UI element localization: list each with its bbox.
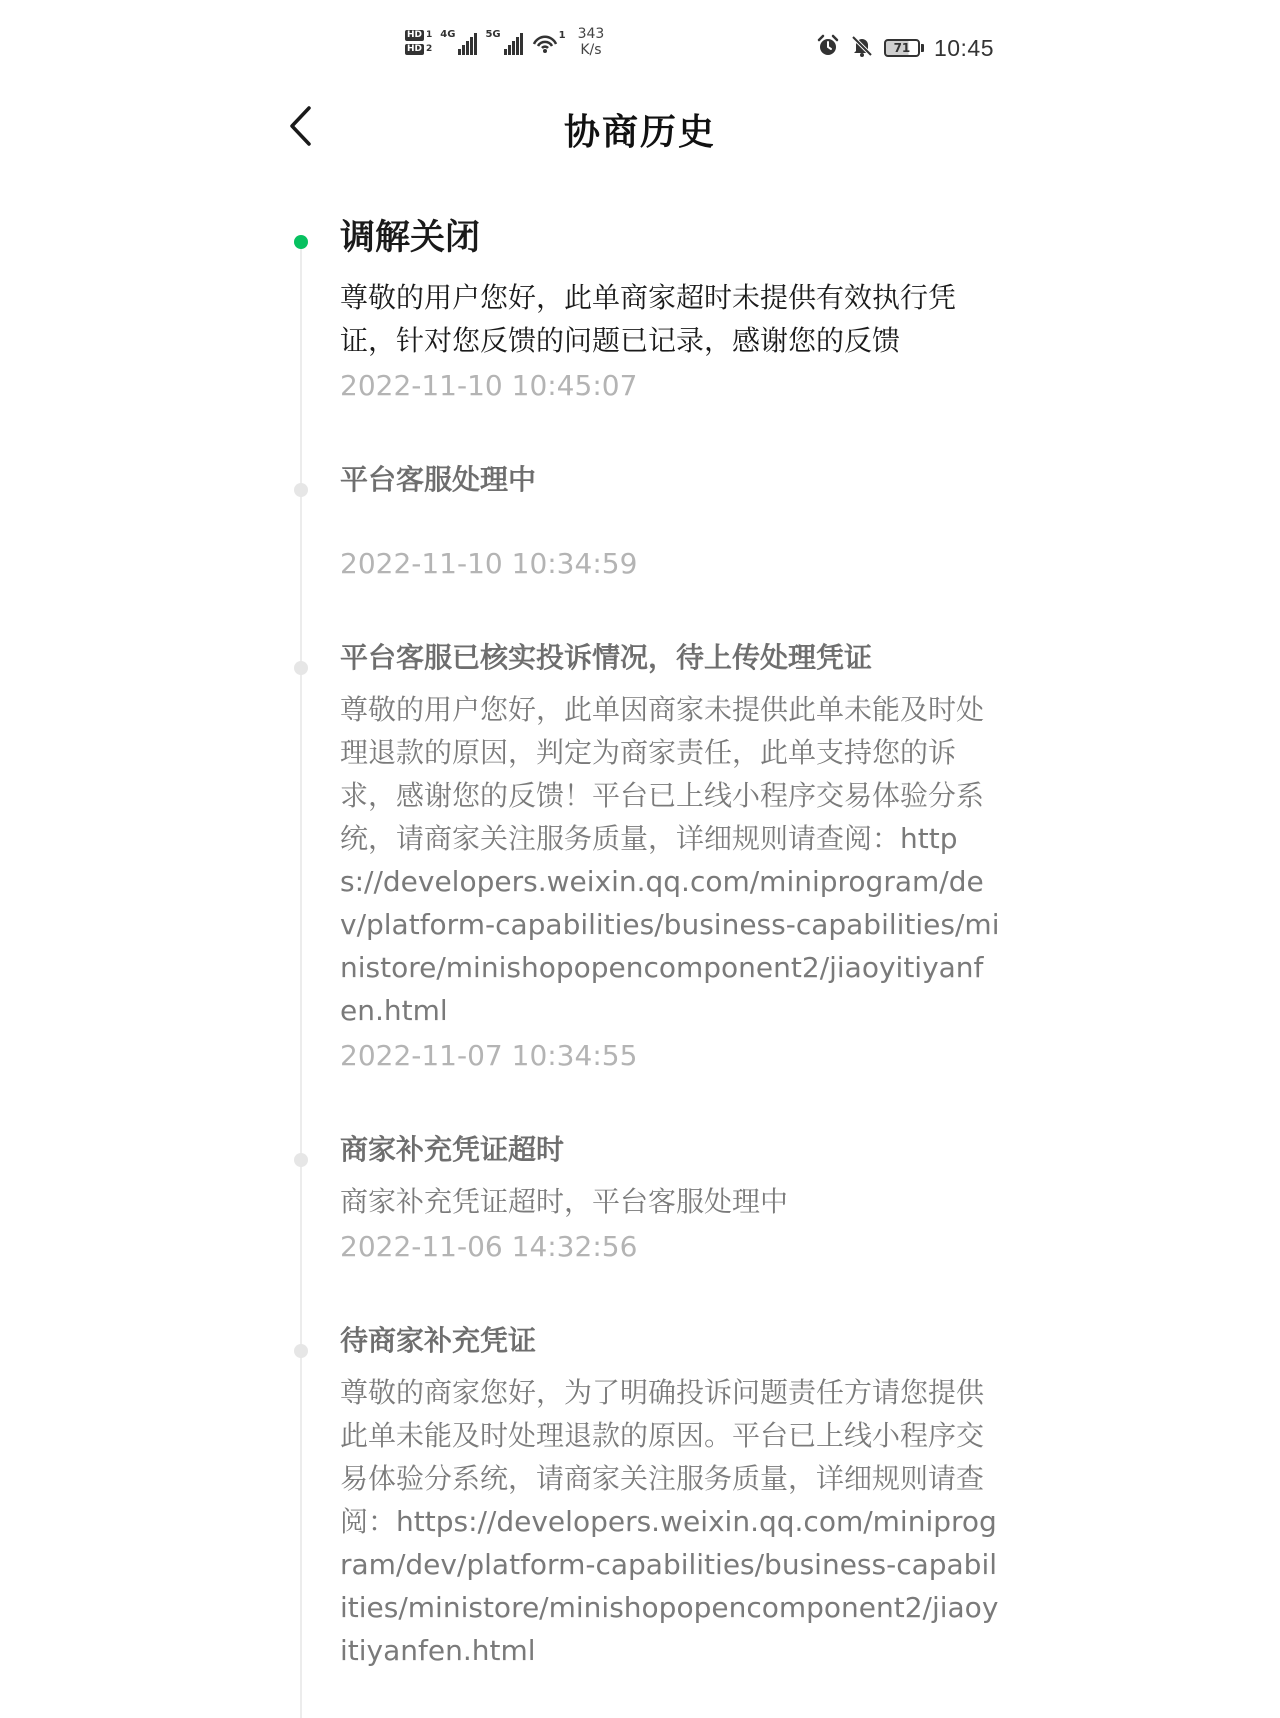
timeline-item [0,460,1000,584]
signal-icon [440,29,477,55]
status-time: 10:45 [933,34,994,61]
speed-unit: K/s [580,42,602,58]
timeline-item-title: 商家补充凭证超时 [340,1133,565,1166]
timeline-item-title: 平台客服已核实投诉情况，待上传处理凭证 [340,641,873,674]
timeline-item-desc: 尊敬的商家您好，为了明确投诉问题责任方请您提供此单未能及时处理退款的原因。平台已上线小程序交易体验分系统，请商家关注服务质量，详细规则请查阅：https://developers.weixin.qq.com/miniprogram/dev/platform-capabilities/business-capabilities/ministore/minishopopencomponent2/jiaoyitiyanfen.html [340,1376,999,1667]
sim1-hd-label: HD [407,29,423,40]
timeline-item-desc: 尊敬的用户您好，此单商家超时未提供有效执行凭证，针对您反馈的问题已记录，感谢您的反馈 [340,281,957,357]
network-type-2: 5G [485,29,501,40]
signal-icon-2 [485,29,522,55]
sim2-badge [405,44,432,55]
timeline-dot [294,1344,308,1358]
timeline-item-desc: 商家补充凭证超时，平台客服处理中 [340,1185,789,1218]
timeline-item [0,1321,1000,1672]
timeline-item-time: 2022-11-10 10:34:59 [340,547,638,580]
sim1-index: 1 [426,29,433,40]
timeline-item-title: 调解关闭 [340,218,481,258]
timeline-item-time: 2022-11-10 10:45:07 [340,369,638,402]
timeline-item-desc: 尊敬的用户您好，此单因商家未提供此单未能及时处理退款的原因，判定为商家责任，此单支持您的诉求，感谢您的反馈！平台已上线小程序交易体验分系统，请商家关注服务质量，详细规则请查阅：https://developers.weixin.qq.com/miniprogram/dev/platform-capabilities/business-capabilities/ministore/minishopopencomponent2/jiaoyitiyanfen.html [340,693,1000,1027]
status-bar-right [816,34,994,62]
battery-icon [884,39,924,57]
speed-value: 343 [577,26,605,42]
sim2-index: 2 [426,43,433,54]
status-bar [0,0,1280,96]
nav-bar [0,96,1280,160]
timeline-dot [294,1153,308,1167]
battery-level: 71 [884,39,920,57]
mute-icon [850,34,874,62]
sim-indicators [405,30,432,55]
timeline-item [0,638,1000,1076]
sim1-badge [405,30,432,41]
timeline-dot [294,661,308,675]
page-title: 协商历史 [563,112,716,153]
negotiation-timeline [0,210,1280,1706]
timeline-item [0,1130,1000,1267]
timeline-dot [294,483,308,497]
wifi-icon [531,30,566,54]
timeline-item-time: 2022-11-07 10:34:55 [340,1039,638,1072]
timeline-item [0,212,1000,406]
timeline-item-title: 平台客服处理中 [340,463,537,496]
sim2-hd-label: HD [407,43,423,54]
timeline-dot-active [294,235,308,249]
status-bar-left [405,26,604,58]
wifi-superscript: 1 [558,30,566,41]
timeline-item-time: 2022-11-06 14:32:56 [340,1230,638,1263]
network-type-1: 4G [440,29,456,40]
alarm-icon [816,34,840,62]
network-speed [578,26,605,58]
timeline-item-title: 待商家补充凭证 [340,1324,537,1357]
